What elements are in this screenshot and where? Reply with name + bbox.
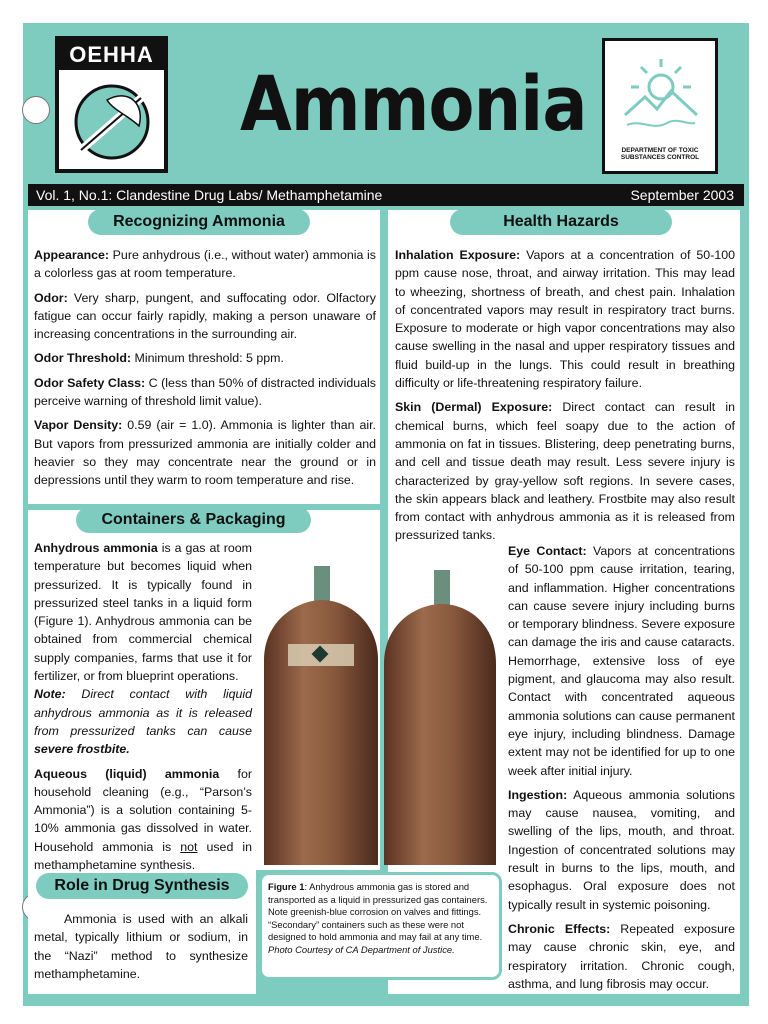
recognizing-text (34, 246, 376, 496)
volume-label: Vol. 1, No.1: Clandestine Drug Labs/ Methamphetamine (36, 187, 383, 203)
binder-hole-top (22, 96, 50, 124)
frostbite-note: Note: Direct contact with liquid anhydrous ammonia as it is released from pressurized tanks can cause severe frostbite. (34, 687, 252, 757)
photo-credit: Photo Courtesy of CA Department of Justice. (268, 943, 455, 955)
role-heading: Role in Drug Synthesis (36, 873, 248, 899)
oehha-logo-text: OEHHA (59, 40, 164, 70)
volume-bar (28, 184, 744, 206)
health-heading: Health Hazards (450, 209, 672, 235)
issue-date: September 2003 (630, 187, 734, 203)
appearance-item: Appearance: Pure anhydrous (i.e., without water) ammonia is a colorless gas at room temperature. (34, 248, 376, 281)
health-text-upper (395, 246, 735, 551)
leaf-emblem-icon (69, 76, 155, 168)
dtsc-logo (602, 38, 718, 174)
vapor-density-item: Vapor Density: 0.59 (air = 1.0). Ammonia is lighter than air. But vapors from pressurized ammonia are initially colder and heavier so they may concentrate near the ground or in depressions until they warm to room temperature and rise. (34, 418, 376, 488)
cylinder-right (384, 570, 496, 865)
dtsc-caption: DEPARTMENT OF TOXIC SUBSTANCES CONTROL (620, 147, 700, 162)
page-title: Ammonia (240, 59, 587, 148)
anhydrous-paragraph: Anhydrous ammonia is a gas at room temperature but becomes liquid when pressurized. It is typically found in pressurized steel tanks in a liquid form (Figure 1). Anhydrous ammonia can be obtained from commercial chemical supply companies, farms that use it for fertilizer, or from blueprint operations. (34, 541, 252, 684)
recognizing-heading: Recognizing Ammonia (88, 209, 310, 235)
skin-item: Skin (Dermal) Exposure: Direct contact can result in chemical burns, which feel soapy due to the action of ammonia on fat in tissues. Blistering, deep penetrating burns, and cell and tissue death may result. Less severe injury is characterized by gray-yellow soft regions. In severe cases, the skin appears black and leathery. Frostbite may also result from contact with anhydrous ammonia as it is released from pressurized tanks. (395, 400, 735, 543)
inhalation-item: Inhalation Exposure: Vapors at a concentration of 50-100 ppm cause nose, throat, and airway irritation. This may lead to wheezing, shortness of breath, and chest pain. Inhalation of concentrated vapors may result in respiratory tract burns. Exposure to moderate or high vapor concentrations may also cause swelling in the nasal and upper respiratory tissues and fluid build-up in the lungs. This could result in breathing difficulty or life-threatening respiratory failure. (395, 248, 735, 391)
chronic-item: Chronic Effects: Repeated exposure may cause chronic skin, eye, and respiratory irritation. Chronic cough, asthma, and lung fibrosis may occur. (508, 921, 735, 991)
health-text-lower (508, 542, 735, 999)
ingestion-item: Ingestion: Aqueous ammonia solutions may cause nausea, vomiting, and swelling of the lips, mouth, and throat. Ingestion of concentrated solutions may result in burns to the lips, mouth, and esophagus. Oral exposure does not typically result in systemic poisoning. (508, 787, 735, 912)
figure-caption: Figure 1: Anhydrous ammonia gas is stored and transported as a liquid in pressurized gas containers. Note greenish-blue corrosion on valves and fittings. “Secondary” containers such as these were not designed to hold ammonia and may fail at any time. Photo Courtesy of CA Department of Justice. (259, 872, 502, 980)
containers-text (34, 539, 252, 880)
sun-mountain-icon (617, 53, 705, 145)
aqueous-paragraph: Aqueous (liquid) ammonia for household cleaning (e.g., “Parson’s Ammonia”) is a solution containing 5-10% ammonia gas dissolved in water. Household ammonia is not used in methamphetamine synthesis. (34, 766, 253, 873)
odor-threshold-item: Odor Threshold: Minimum threshold: 5 ppm. (34, 351, 284, 366)
eye-item: Eye Contact: Vapors at concentrations of 50-100 ppm cause irritation, tearing, and inflammation. Higher concentrations can cause severe injury including burns or temporary blindness. Severe exposure can damage the iris and cause cataracts. Hemorrhage, extensive loss of eye pigment, and glaucoma may also result. Contact with concentrated aqueous ammonia solutions can cause permanent eye injury, including blindness. Damage extent may not be identified for up to one week after initial injury. (508, 544, 735, 778)
oehha-logo (55, 36, 168, 173)
odor-safety-item: Odor Safety Class: C (less than 50% of distracted individuals perceive warning of threshold limit value). (34, 375, 376, 409)
odor-item: Odor: Very sharp, pungent, and suffocating odor. Olfactory fatigue can occur fairly rapidly, making a person unaware of increasing concentrations in the surrounding air. (34, 290, 376, 342)
cylinder-left (264, 566, 378, 865)
containers-heading: Containers & Packaging (76, 507, 311, 533)
role-text: Ammonia is used with an alkali metal, typically lithium or sodium, in the “Nazi” method to synthesize methamphetamine. (34, 912, 248, 981)
ammonia-cylinders-photo (258, 560, 498, 865)
